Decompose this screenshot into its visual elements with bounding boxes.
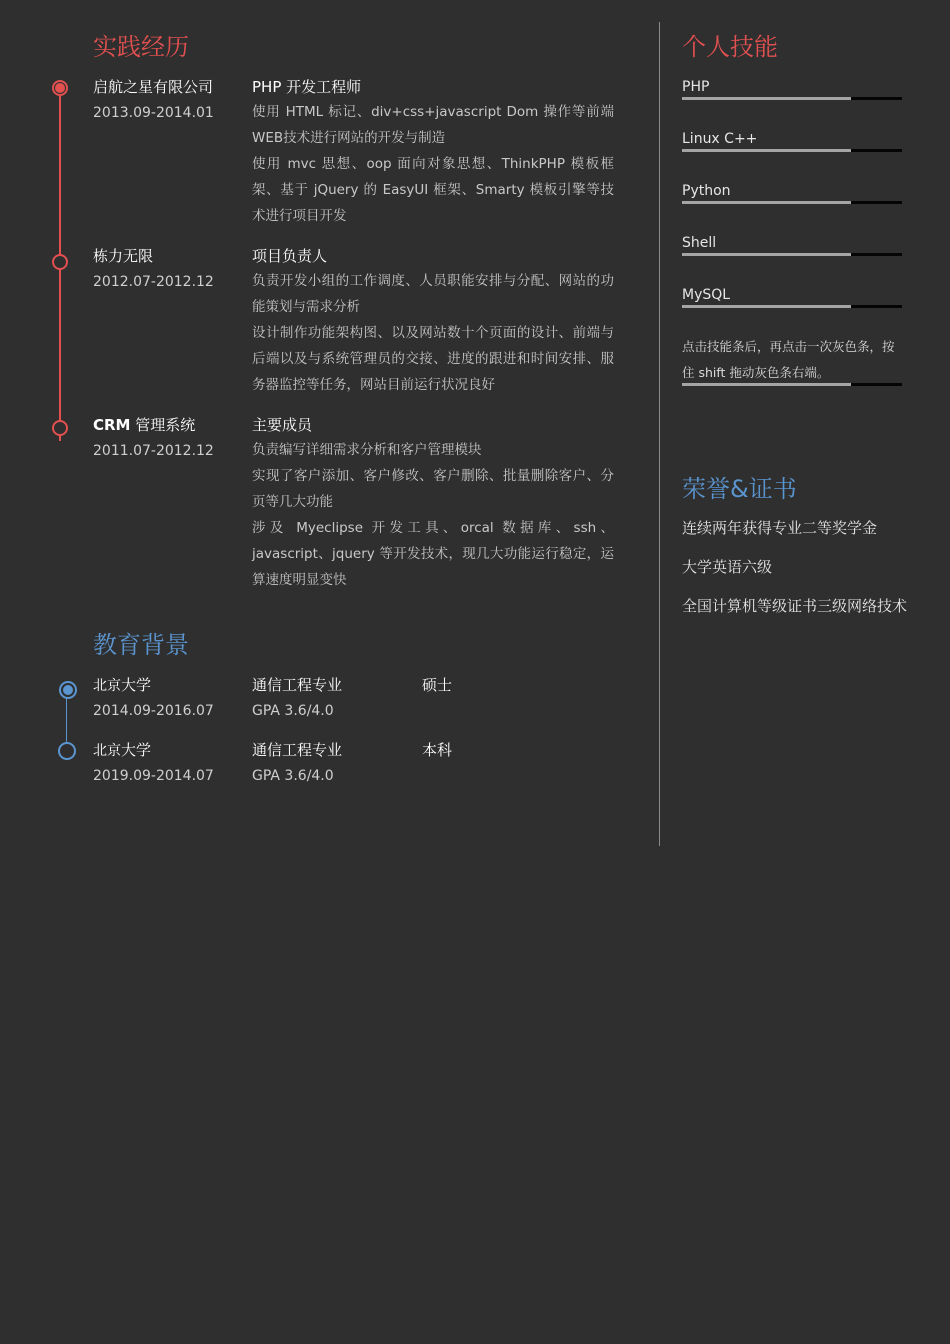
skill-bar[interactable] xyxy=(682,149,902,152)
timeline-dot-active xyxy=(52,80,68,96)
education-gpa: GPA 3.6/4.0 xyxy=(252,768,334,784)
experience-role: 项目负责人 xyxy=(252,247,328,265)
timeline-dot xyxy=(58,742,76,760)
desc-line: 使用 HTML 标记、div+css+javascript Dom 操作等前端WEB技术进行网站的开发与制造 xyxy=(252,104,614,146)
honor-item: 大学英语六级 xyxy=(682,558,773,576)
honors-title: 荣誉&证书 xyxy=(682,475,797,503)
experience-desc xyxy=(252,268,614,398)
skill-bar[interactable] xyxy=(682,305,902,308)
desc-line: 设计制作功能架构图、以及网站数十个页面的设计、前端与后端以及与系统管理员的交接、进度的跟进和时间安排、服务器监控等任务，网站目前运行状况良好 xyxy=(252,325,614,393)
experience-date: 2013.09-2014.01 xyxy=(93,105,214,121)
experience-date: 2012.07-2012.12 xyxy=(93,274,214,290)
skill-bar[interactable] xyxy=(682,383,902,386)
desc-line: 负责开发小组的工作调度、人员职能安排与分配、网站的功能策划与需求分析 xyxy=(252,273,614,315)
timeline-dot-active xyxy=(59,681,77,699)
skill-bar[interactable] xyxy=(682,253,902,256)
column-divider xyxy=(659,22,660,846)
experience-title: 实践经历 xyxy=(93,33,189,61)
education-major: 通信工程专业 xyxy=(252,741,343,759)
skill-bar[interactable] xyxy=(682,97,902,100)
education-gpa: GPA 3.6/4.0 xyxy=(252,703,334,719)
education-degree: 本科 xyxy=(422,741,453,759)
skill-label: PHP xyxy=(682,79,710,95)
education-timeline xyxy=(66,697,67,745)
skill-bar-fill[interactable] xyxy=(682,149,851,152)
skill-label: Shell xyxy=(682,235,717,251)
skill-bar-fill[interactable] xyxy=(682,383,851,386)
education-school xyxy=(93,740,151,761)
education-date: 2014.09-2016.07 xyxy=(93,703,214,719)
honor-item: 连续两年获得专业二等奖学金 xyxy=(682,519,878,537)
education-major: 通信工程专业 xyxy=(252,676,343,694)
school-prefix: 北京 xyxy=(93,678,121,694)
education-degree: 硕士 xyxy=(422,676,453,694)
skill-bar-fill[interactable] xyxy=(682,201,851,204)
timeline-dot xyxy=(52,420,68,436)
experience-org-bold: CRM xyxy=(93,416,131,434)
experience-desc xyxy=(252,437,614,593)
experience-org: 启航之星有限公司 xyxy=(93,78,214,96)
skill-bar-fill[interactable] xyxy=(682,97,851,100)
experience-role: PHP 开发工程师 xyxy=(252,78,362,96)
education-date: 2019.09-2014.07 xyxy=(93,768,214,784)
skills-title: 个人技能 xyxy=(682,33,778,61)
school-prefix: 北京 xyxy=(93,743,121,759)
education-title: 教育背景 xyxy=(93,631,189,659)
experience-desc xyxy=(252,99,614,229)
education-school xyxy=(93,675,151,696)
skill-bar-fill[interactable] xyxy=(682,253,851,256)
experience-org xyxy=(93,415,195,435)
experience-org: 栋力无限 xyxy=(93,247,154,265)
experience-role: 主要成员 xyxy=(252,416,313,434)
skill-label: Python xyxy=(682,183,731,199)
honor-item: 全国计算机等级证书三级网络技术 xyxy=(682,597,908,615)
skills-note: 点击技能条后，再点击一次灰色条，按住 shift 拖动灰色条右端。 xyxy=(682,339,895,380)
timeline-dot xyxy=(52,254,68,270)
desc-line: 涉及 Myeclipse 开发工具、orcal 数据库、ssh、javascript、jquery 等开发技术，现几大功能运行稳定，运算速度明显变快 xyxy=(252,520,614,588)
school-suffix: 大学 xyxy=(121,676,152,694)
desc-line: 使用 mvc 思想、oop 面向对象思想、ThinkPHP 模板框架、基于 jQuery 的 EasyUI 框架、Smarty 模板引擎等技术进行项目开发 xyxy=(252,156,614,224)
skill-label: Linux C++ xyxy=(682,131,758,147)
desc-line: 负责编写详细需求分析和客户管理模块 xyxy=(252,442,482,458)
experience-org-rest: 管理系统 xyxy=(135,416,196,434)
school-suffix: 大学 xyxy=(121,741,152,759)
skill-bar[interactable] xyxy=(682,201,902,204)
skill-bar-fill[interactable] xyxy=(682,305,851,308)
desc-line: 实现了客户添加、客户修改、客户删除、批量删除客户、分页等几大功能 xyxy=(252,468,614,510)
experience-date: 2011.07-2012.12 xyxy=(93,443,214,459)
skill-label: MySQL xyxy=(682,287,731,303)
